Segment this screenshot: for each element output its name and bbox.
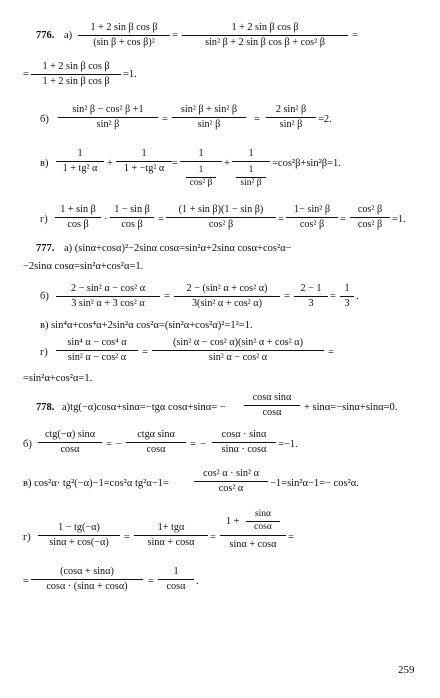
text-778a-2: + sinα=−sinα+sinα=0. bbox=[304, 402, 398, 413]
fraction-776c-2: $\frac{1}{\text{1 + −tg² α}}$ bbox=[116, 148, 172, 176]
equals-sign: = bbox=[352, 30, 358, 41]
equals-sign: = bbox=[288, 532, 294, 543]
fraction-776b-3: $\frac{\text{2 sin² β}}{\text{sin² β}}$ bbox=[266, 104, 316, 132]
fraction-776d-5: $\frac{\text{cos² β}}{\text{cos² β}}$ bbox=[350, 204, 390, 232]
part-d-label: г) bbox=[23, 532, 31, 543]
line-777a-1: а) (sinα+cosα)²−2sinα cosα=sin²α+2sinα cosα+cos²α− bbox=[64, 243, 292, 254]
fraction-777b-3: $\frac{2 - 1}{3}$ bbox=[294, 283, 328, 311]
result-778b: =−1. bbox=[278, 439, 298, 450]
fraction-778b-1: ctg(−α) sinα cosα bbox=[38, 429, 102, 457]
fraction-776d-4: $\frac{\text{1− sin² β}}{\text{cos² β}}$ bbox=[286, 204, 338, 232]
dot-sign: · bbox=[104, 214, 108, 225]
equals-sign: = bbox=[278, 214, 284, 225]
fraction-776a-3: $\frac{\text{1 + 2 sin β cos β}}{\text{1 + 2 sin β cos β}}$ bbox=[31, 61, 121, 89]
result-776b: =2. bbox=[318, 114, 332, 125]
fraction-777b-4: $\frac{1}{3}$ bbox=[340, 283, 354, 311]
equals-sign: = bbox=[158, 214, 164, 225]
fraction-778d-3: 1 + $\frac{\sin\alpha}{\cos\alpha}$ sinα + cosα bbox=[220, 508, 286, 564]
fraction-778d-5: $\frac{1}{\cos\alpha}$ bbox=[158, 566, 194, 594]
fraction-776c-4-inner: $\frac{1}{\text{sin² β}}$ bbox=[236, 164, 266, 190]
equals-sign: = bbox=[162, 114, 168, 125]
fraction-778a-1: $\frac{\text{cosα sinα}}{\cos\alpha}$ bbox=[244, 392, 300, 420]
fraction-778b-2: ctgα sinα cosα bbox=[126, 429, 186, 457]
part-d-label: г) bbox=[40, 214, 48, 225]
part-c-label: в) bbox=[40, 158, 49, 169]
fraction-776d-2: $\frac{\text{1 − sin β}}{\text{cos β}}$ bbox=[110, 204, 154, 232]
problem-778-label: 778. bbox=[36, 402, 55, 413]
plus-sign: + bbox=[107, 158, 113, 169]
problem-777-label: 777. bbox=[36, 243, 55, 254]
fraction-776b-1: $\frac{\text{sin² β − cos² β +1}}{\text{sin² β}}$ bbox=[58, 104, 158, 132]
equals-sign: = bbox=[254, 114, 260, 125]
part-a-label: а) bbox=[64, 30, 73, 41]
equals-sign: = bbox=[284, 291, 290, 302]
fraction-776d-3: $\frac{\text{(1 + sin β)(1 − sin β)}}{\text{cos² β}}$ bbox=[166, 204, 276, 232]
fraction-778b-3: $\frac{\cos\alpha \cdot \sin\alpha}{\sin\alpha \cdot \cos\alpha}$ bbox=[212, 429, 276, 457]
equals-sign: = bbox=[124, 532, 130, 543]
problem-776-label: 776. bbox=[36, 30, 55, 41]
period: . bbox=[356, 291, 359, 302]
minus-sign: − bbox=[116, 439, 122, 450]
line-777a-2: −2sinα cosα=sin²α+cos²α=1. bbox=[23, 261, 144, 272]
line-777c: в) sin⁴α+cos⁴α+2sin²α cos²α=(sin²α+cos²α)²=1²=1. bbox=[40, 320, 253, 331]
equals-sign: = bbox=[142, 347, 148, 358]
minus-sign: − bbox=[200, 439, 206, 450]
text-778a-1: а)tg(−α)cosα+sinα=−tgα cosα+sinα= − bbox=[62, 402, 226, 413]
equals-sign: = bbox=[23, 576, 29, 587]
equals-sign: = bbox=[164, 291, 170, 302]
equals-sign: = bbox=[106, 439, 112, 450]
fraction-778c-1: $\frac{\text{cos² α · sin² α}}{\text{cos² α}}$ bbox=[194, 468, 268, 496]
text-778c-2: −1=sin²α−1=− cos²α. bbox=[270, 478, 359, 489]
fraction-778d-4: $\frac{(\cos\alpha + \sin\alpha)}{\cos\alpha \cdot (\sin\alpha + \cos\alpha)}$ bbox=[31, 566, 143, 594]
equals-sign: = bbox=[148, 576, 154, 587]
equals-sign: = bbox=[172, 158, 178, 169]
page-number: 259 bbox=[398, 664, 415, 676]
part-b-label: б) bbox=[23, 439, 32, 450]
result-776a: =1. bbox=[123, 69, 137, 80]
fraction-778d-2: 1+ tgα sinα + cosα bbox=[134, 522, 208, 550]
result-776d: =1. bbox=[392, 214, 406, 225]
fraction-776c-4: 1 $\frac{1}{\text{sin² β}}$ bbox=[232, 148, 270, 192]
fraction-776a-1: $\frac{\text{1 + 2 sin β cos β}}{\text{(sin β + cos β)²}}$ bbox=[78, 22, 170, 50]
line-777d-2: =sin²α+cos²α=1. bbox=[23, 373, 93, 384]
equals-sign: = bbox=[340, 214, 346, 225]
part-b-label: б) bbox=[40, 114, 49, 125]
plus-sign: + bbox=[224, 158, 230, 169]
fraction-777b-1: $\frac{\text{2 − sin² α − cos² α}}{\text{3 sin² α + 3 cos² α}}$ bbox=[56, 283, 160, 311]
part-d-label: г) bbox=[40, 347, 48, 358]
fraction-776c-3-inner: $\frac{1}{\text{cos² β}}$ bbox=[186, 164, 216, 190]
period: . bbox=[196, 576, 199, 587]
fraction-776b-2: $\frac{\text{sin² β + sin² β}}{\text{sin² β}}$ bbox=[172, 104, 246, 132]
fraction-778d-1: $\frac{1 - tg(-\alpha)}{\sin\alpha + \cos(-\alpha)}$ bbox=[38, 522, 120, 550]
text-778c-1: в) cos²α· tg²(−α)−1=cos²α tg²α−1= bbox=[23, 478, 169, 489]
result-776c: =cos²β+sin²β=1. bbox=[272, 158, 341, 169]
equals-sign: = bbox=[328, 347, 334, 358]
equals-sign: = bbox=[210, 532, 216, 543]
fraction-778d-3-inner: $\frac{\sin\alpha}{\cos\alpha}$ bbox=[246, 508, 280, 534]
equals-sign: = bbox=[23, 69, 29, 80]
fraction-776c-3: 1 $\frac{1}{\text{cos² β}}$ bbox=[180, 148, 222, 192]
equals-sign: = bbox=[172, 30, 178, 41]
fraction-777b-2: $\frac{\text{2 − (sin² α + cos² α)}}{\text{3(sin² α + cos² α)}}$ bbox=[174, 283, 280, 311]
fraction-776c-1: $\frac{1}{\text{1 + tg² α}}$ bbox=[56, 148, 104, 176]
fraction-777d-1: $\frac{\text{sin⁴ α − cos⁴ α}}{\text{sin² α − cos² α}}$ bbox=[56, 337, 138, 365]
fraction-776a-2: $\frac{\text{1 + 2 sin β cos β}}{\text{sin² β + 2 sin β cos β + cos² β}}$ bbox=[182, 22, 348, 50]
part-b-label: б) bbox=[40, 291, 49, 302]
equals-sign: = bbox=[190, 439, 196, 450]
equals-sign: = bbox=[330, 291, 336, 302]
fraction-777d-2: $\frac{\text{(sin² α − cos² α)(sin² α + cos² α)}}{\text{sin² α − cos² α}}$ bbox=[152, 337, 324, 365]
fraction-776d-1: $\frac{\text{1 + sin β}}{\text{cos β}}$ bbox=[55, 204, 101, 232]
